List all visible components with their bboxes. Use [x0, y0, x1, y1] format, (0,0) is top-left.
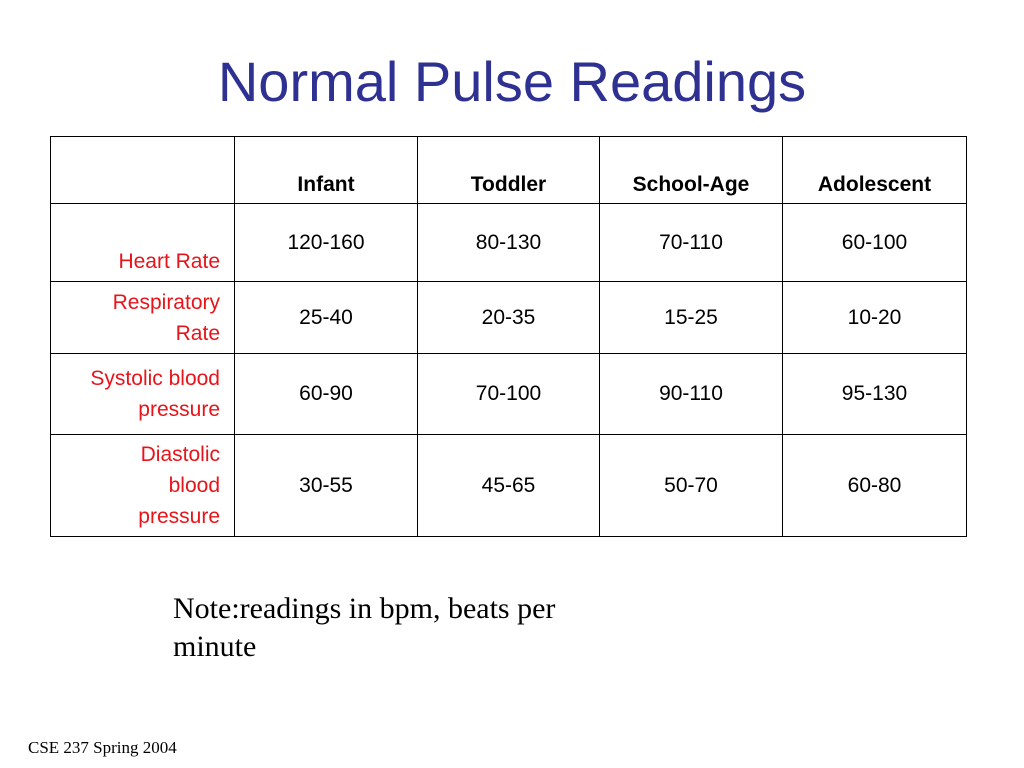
- column-header-infant: Infant: [235, 137, 418, 204]
- row-label-systolic-blood-pressure: [51, 354, 235, 435]
- row-label-heart-rate: [51, 204, 235, 282]
- table-cell: 30-55: [235, 435, 418, 537]
- table-cell: 95-130: [783, 354, 967, 435]
- table-cell: 10-20: [783, 282, 967, 354]
- table-cell: 90-110: [600, 354, 783, 435]
- note-text: Note:readings in bpm, beats per minute: [173, 592, 556, 663]
- table-header-row: [51, 137, 967, 204]
- row-label-line: Systolic blood: [90, 367, 220, 390]
- table-cell: 60-90: [235, 354, 418, 435]
- row-label-line: Rate: [175, 321, 220, 345]
- table-cell: 45-65: [418, 435, 600, 537]
- row-label-line: blood: [168, 474, 220, 497]
- row-label-line: Diastolic: [140, 443, 220, 466]
- table-cell: 60-100: [783, 204, 967, 282]
- table-row-systolic-blood-pressure: [51, 354, 967, 435]
- table-cell: 80-130: [418, 204, 600, 282]
- row-label-line: pressure: [138, 398, 220, 421]
- table-cell: 60-80: [783, 435, 967, 537]
- slide-title: Normal Pulse Readings: [217, 50, 807, 113]
- row-label-line: Heart Rate: [118, 250, 220, 273]
- pulse-readings-table: [50, 136, 967, 537]
- table-cell: 70-100: [418, 354, 600, 435]
- table-row-respiratory-rate: [51, 282, 967, 354]
- table-cell: 25-40: [235, 282, 418, 354]
- slide-footer: CSE 237 Spring 2004: [28, 738, 177, 757]
- row-label-respiratory-rate: [51, 282, 235, 354]
- column-header-empty: [51, 137, 235, 204]
- table-row-diastolic-blood-pressure: [51, 435, 967, 537]
- table-cell: 15-25: [600, 282, 783, 354]
- row-label-line: pressure: [138, 505, 220, 528]
- table-cell: 50-70: [600, 435, 783, 537]
- column-header-toddler: Toddler: [418, 137, 600, 204]
- column-header-adolescent: Adolescent: [783, 137, 967, 204]
- column-header-school-age: School-Age: [600, 137, 783, 204]
- row-label-diastolic-blood-pressure: [51, 435, 235, 537]
- table-cell: 20-35: [418, 282, 600, 354]
- table-cell: 70-110: [600, 204, 783, 282]
- row-label-line: Respiratory: [112, 290, 220, 314]
- table-row-heart-rate: [51, 204, 967, 282]
- table-cell: 120-160: [235, 204, 418, 282]
